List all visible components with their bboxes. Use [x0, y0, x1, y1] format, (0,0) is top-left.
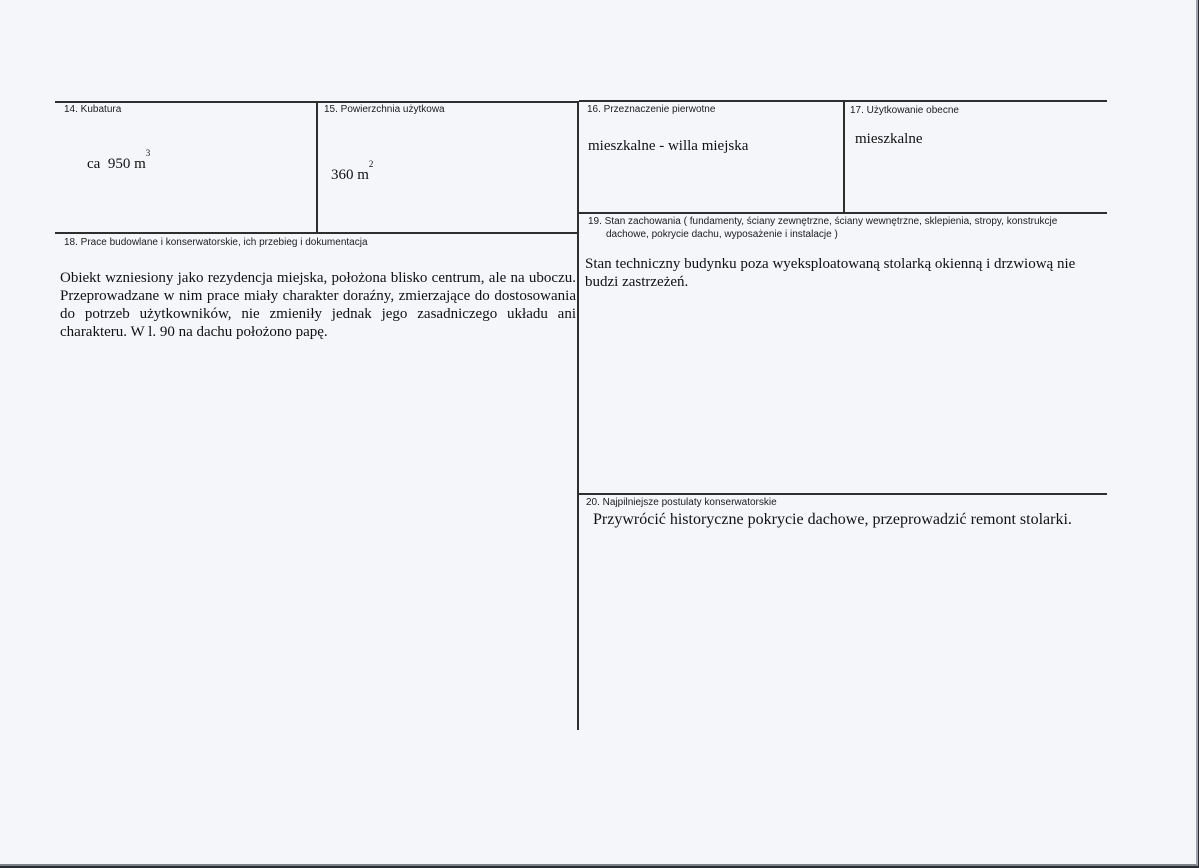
field-19-label: 19. Stan zachowania ( fundamenty, ściany zewnętrzne, ściany wewnętrzne, sklepienia, stropy, konstrukcje dachowe, pokrycie dachu, wyposażenie i instalacje ) — [588, 216, 1058, 240]
divider-16-17 — [843, 100, 845, 212]
field-15-value — [331, 159, 374, 184]
field-18-label: 18. Prace budowlane i konserwatorskie, ich przebieg i dokumentacja — [64, 237, 368, 248]
field-16-label: 16. Przeznaczenie pierwotne — [587, 104, 716, 115]
field-16-value: mieszkalne - willa miejska — [588, 138, 749, 154]
field-17-value: mieszkalne — [855, 131, 923, 147]
rule-above-20 — [579, 493, 1107, 495]
field-14-label: 14. Kubatura — [64, 104, 122, 115]
field-15-exponent: 2 — [368, 159, 374, 169]
field-18-text: Obiekt wzniesiony jako rezydencja miejska, położona blisko centrum, ale na uboczu. Przeprowadzane w nim prace miały charakter doraźny, zmierzające do dostosowania do potrzeb użytkowników, nie zmieniły jednak jego zasadniczego układu ani charakteru. W l. 90 na dachu położono papę. — [60, 270, 576, 340]
center-divider — [577, 101, 579, 730]
field-15-value-text: 360 m — [331, 167, 369, 183]
field-17-label: 17. Użytkowanie obecne — [850, 105, 959, 116]
rule-above-19 — [579, 212, 1107, 214]
field-19-text: Stan techniczny budynku poza wyeksploatowaną stolarką okienną i drzwiową nie budzi zastrzeżeń. — [585, 256, 1076, 290]
field-15-label: 15. Powierzchnia użytkowa — [324, 104, 445, 115]
field-14-value-text: ca 950 m — [87, 156, 146, 172]
divider-14-15 — [316, 101, 318, 233]
field-20-label: 20. Najpilniejsze postulaty konserwatorskie — [586, 497, 777, 508]
field-14-value — [87, 148, 151, 173]
rule-above-18 — [55, 232, 578, 234]
field-20-text: Przywrócić historyczne pokrycie dachowe, przeprowadzić remont stolarki. — [593, 511, 1072, 528]
field-14-exponent: 3 — [145, 148, 151, 158]
